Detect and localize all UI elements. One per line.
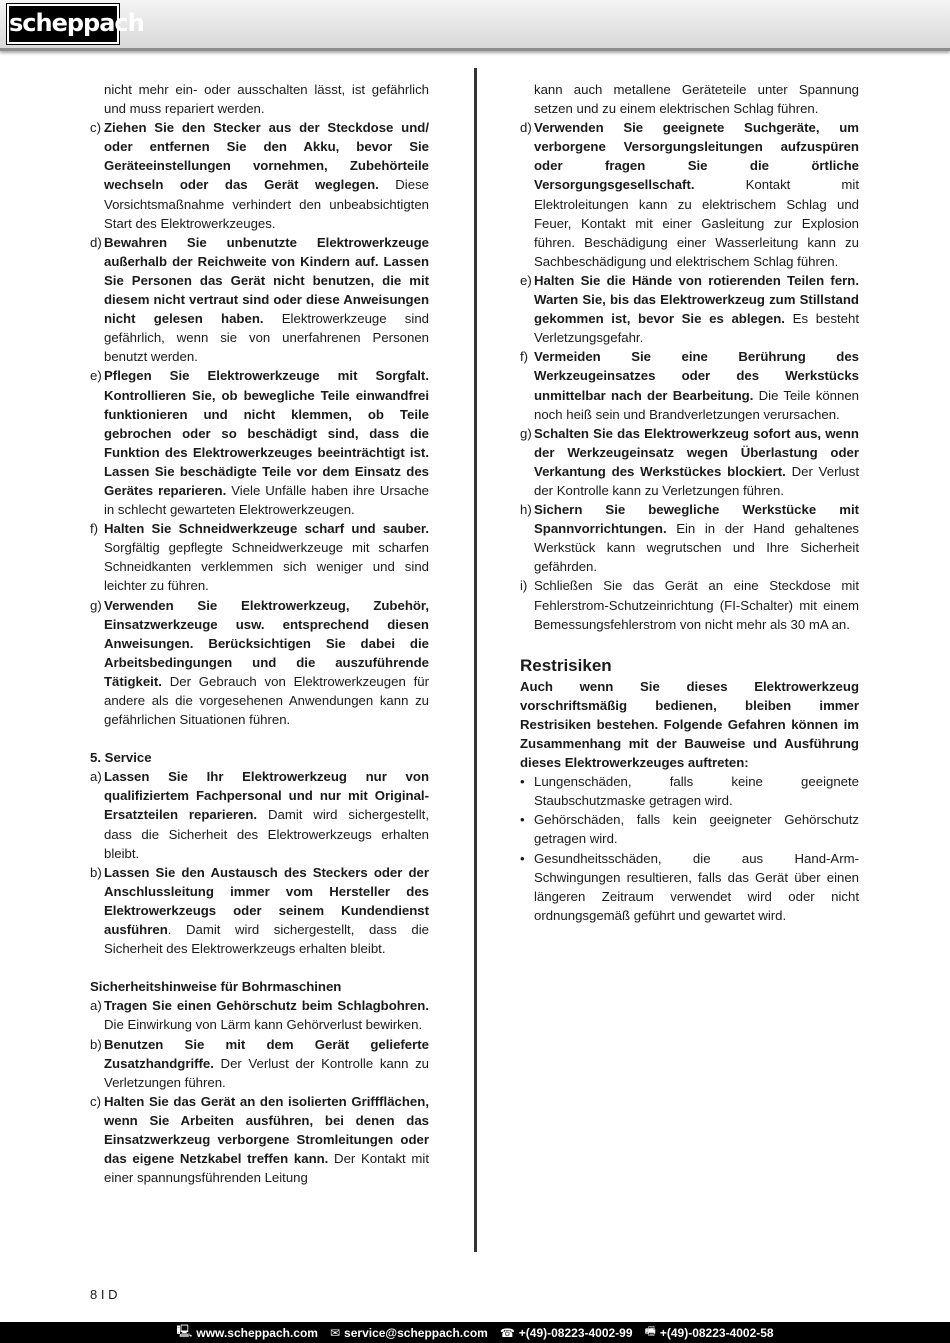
list-item: a) Lassen Sie Ihr Elektrowerkzeug nur von qualifiziertem Fachpersonal und nur mit Original- Ersatzteilen reparieren. Damit wird sichergestellt, dass die Sicherheit des Elektrowerkzeugs erhalten bleibt. [90,769,429,861]
list-item: e) Halten Sie die Hände von rotierenden Teilen fern. Warten Sie, bis das Elektrowerkzeug zum Stillstand gekommen ist, bevor Sie es ablegen. Es besteht Verletzungsgefahr. [520,272,859,346]
fax-icon: 🖷 [644,1324,656,1338]
footer-phone: ☎ +(49)-08223-4002-99 [499,1325,633,1340]
brand-logo: scheppach [7,4,119,44]
list-item: b) Benutzen Sie mit dem Gerät gelieferte Zusatzhandgriffe. Der Verlust der Kontrolle kann zu Verletzungen führen. [90,1036,429,1090]
list-item: e) Pflegen Sie Elektrowerkzeuge mit Sorgfalt. Kontrollieren Sie, ob bewegliche Teile einwandfrei funktionieren und nicht klemmen, ob Teile gebrochen oder so beschädigt sind, dass die Funktion des Elektrowerkzeuges beeinträchtigt ist. Lassen Sie beschädigte Teile vor dem Einsatz des Gerätes reparieren. Viele Unfälle haben ihre Ursache in schlecht gewarteten Elektrowerkzeugen. [90,368,429,518]
bullet-item: • Lungenschäden, falls keine geeignete Staubschutzmaske getragen wird. [520,774,859,809]
list-item: d) Bewahren Sie unbenutzte Elektrowerkzeuge außerhalb der Reichweite von Kindern auf. Lassen Sie Personen das Gerät nicht benutzen, die mit diesem nicht vertraut sind oder diese Anweisungen nicht gelesen haben. Elektrowerkzeuge sind gefährlich, wenn sie von unerfahrenen Personen benutzt werden. [90,234,429,365]
section-heading-service: 5. Service [90,750,152,766]
list-item: h) Sichern Sie bewegliche Werkstücke mit Spannvorrichtungen. Ein in der Hand gehaltenes Werkstück kann wegrutschen und Ihre Sicherheit gefährden. [520,502,859,575]
phone-icon: ☎ [499,1325,515,1340]
mail-icon: ✉ [329,1325,341,1340]
list-item: d) Verwenden Sie geeignete Suchgeräte, um verborgene Versorgungsleitungen aufzuspüren oder fragen Sie die örtliche Versorgungsgesellschaft. Kontakt mit Elektroleitungen kann zu elektrischem Schlag und Feuer, Kontakt mit einer Gasleitung zur Explosion führen. Beschädigung einer Wasserleitung kann zu Sachbeschädigung und elektrischem Schlag führen. [520,120,859,269]
footer-web[interactable]: 🖳 www.scheppach.com [176,1322,318,1343]
section-heading-restrisiken: Restrisiken [520,655,612,675]
section-heading-bohrmaschinen: Sicherheitshinweise für Bohrmaschinen [90,979,342,995]
continued-text: kann auch metallene Geräteteile unter Spannung setzen und zu einem elektrischen Schlag führen. [534,82,859,117]
list-item: a) Tragen Sie einen Gehörschutz beim Schlagbohren. Die Einwirkung von Lärm kann Gehörverlust bewirken. [90,998,429,1033]
column-divider [474,68,477,1252]
list-item: c) Ziehen Sie den Stecker aus der Steckdose und/ oder entfernen Sie den Akku, bevor Sie Geräteeinstellungen vornehmen, Zubehörteile wechseln oder das Gerät weglegen. Diese Vorsichtsmaßnahme verhindert den unbeabsichtigten Start des Elektrowerkzeuges. [90,120,429,231]
footer-fax: 🖷 +(49)-08223-4002-58 [645,1322,774,1343]
footer-email[interactable]: ✉ service@scheppach.com [329,1325,488,1340]
list-item: g) Verwenden Sie Elektrowerkzeug, Zubehör, Einsatzwerkzeuge usw. entsprechend diesen Anweisungen. Berücksichtigen Sie dabei die Arbeitsbedingungen und die auszuführende Tätigkeit. Der Gebrauch von Elektrowerkzeugen für andere als die vorgesehenen Anwendungen kann zu gefährlichen Situationen führen. [90,597,429,728]
list-item: f) Halten Sie Schneidwerkzeuge scharf und sauber. Sorgfältig gepflegte Schneidwerkzeuge mit scharfen Schneidkanten verklemmen sich weniger und sind leichter zu führen. [90,521,429,594]
list-item: c) Halten Sie das Gerät an den isolierten Griffflächen, wenn Sie Arbeiten ausführen, bei denen das Einsatzwerkzeug verborgene Stromleitungen oder das eigene Netzkabel treffen kann. Der Kontakt mit einer spannungsführenden Leitung [90,1093,429,1186]
bullet-item: • Gesundheitsschäden, die aus Hand-Arm- Schwingungen resultieren, falls das Gerät über einen längeren Zeitraum verwendet wird oder nicht ordnungsgemäß geführt und gewartet wird. [520,850,859,923]
left-column [90,80,429,1187]
bullet-item: • Gehörschäden, falls kein geeigneter Gehörschutz getragen wird. [520,812,859,847]
list-item: b) Lassen Sie den Austausch des Steckers oder der Anschlussleitung immer vom Hersteller des Elektrowerkzeugs oder seinem Kundendienst ausführen. Damit wird sichergestellt, dass die Sicherheit des Elektrowerkzeugs erhalten bleibt. [90,864,429,957]
continued-text: nicht mehr ein- oder ausschalten lässt, ist gefährlich und muss repariert werden. [104,82,429,117]
page-number: 8 I D [90,1287,118,1302]
list-item: i) Schließen Sie das Gerät an eine Steckdose mit Fehlerstrom-Schutzeinrichtung (FI-Schalter) mit einem Bemessungsfehlerstrom von nicht mehr als 30 mA an. [520,578,859,632]
list-item: f) Vermeiden Sie eine Berührung des Werkzeugeinsatzes oder des Werkstücks unmittelbar nach der Bearbeitung. Die Teile können noch heiß sein und Brandverletzungen verursachen. [520,349,859,422]
restrisiken-intro: Auch wenn Sie dieses Elektrowerkzeug vorschriftsmäßig bedienen, bleiben immer Restrisiken bestehen. Folgende Gefahren können im Zusammenhang mit der Bauweise und Ausführung dieses Elektrowerkzeuges auftreten: [520,678,859,771]
footer-bar [0,1322,950,1343]
monitor-icon: 🖳 [176,1324,193,1338]
header-band [0,0,950,51]
list-item: g) Schalten Sie das Elektrowerkzeug sofort aus, wenn der Werkzeugeinsatz wegen Überlastung oder Verkantung des Werkstückes blockiert. Der Verlust der Kontrolle kann zu Verletzungen führen. [520,425,859,498]
right-column [520,80,859,925]
